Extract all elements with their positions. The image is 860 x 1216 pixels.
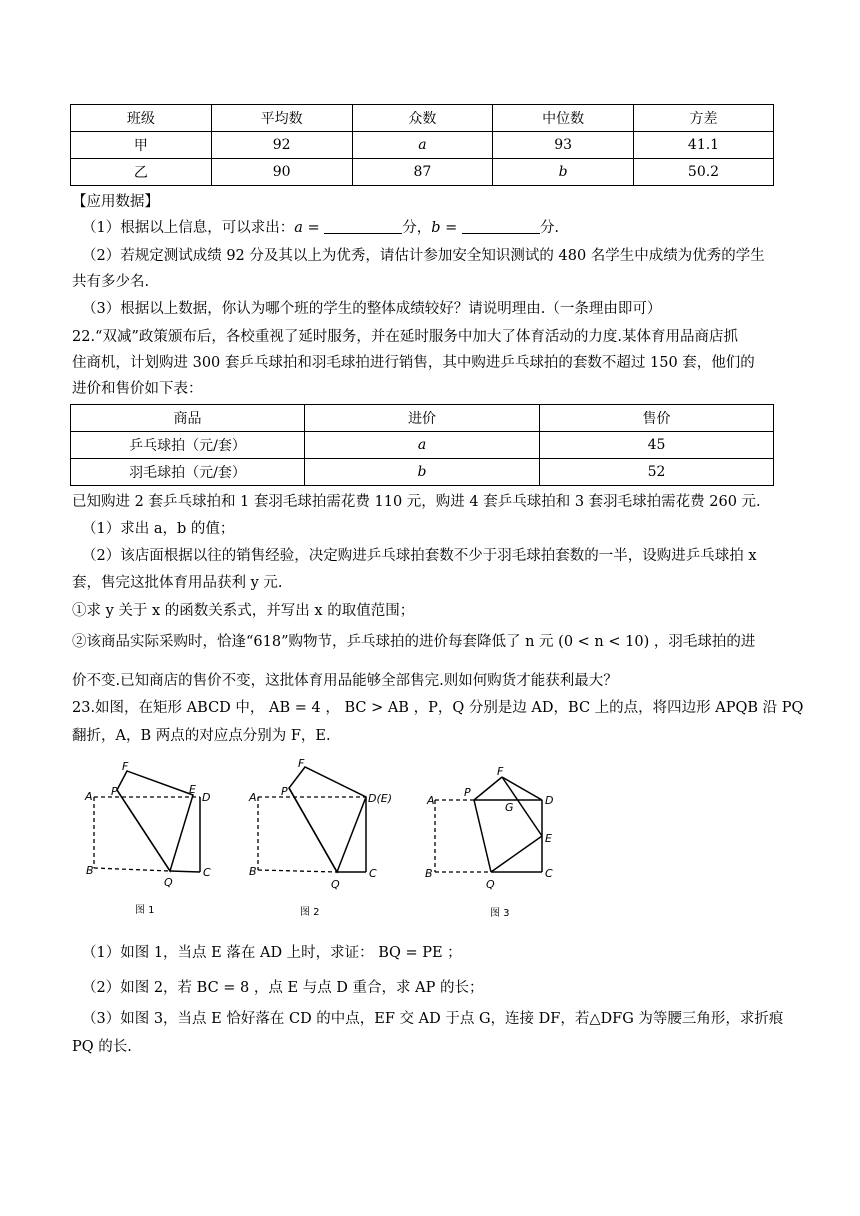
table-cell: 甲 [71,132,212,159]
q23-line2: 翻折，A，B 两点的对应点分别为 F，E. [72,728,331,744]
q22-part2-line1: （2）该店面根据以往的销售经验，决定购进乒乓球拍套数不少于羽毛球拍套数的一半，设购进乒乓球拍 x [82,548,757,564]
header-cell: 方差 [634,105,774,132]
q22-line2: 住商机，计划购进 300 套乒乓球拍和羽毛球拍进行销售，其中购进乒乓球拍的套数不超过 150 套，他们的 [72,355,755,371]
label-E: E [189,783,196,796]
q22-sub2-line1: ②该商品实际采购时，恰逢“618”购物节，乒乓球拍的进价每套降低了 n 元 (0 < n < 10) ，羽毛球拍的进 [72,634,756,650]
q23-part3-line2: PQ 的长. [72,1039,132,1055]
unit-text: 分， [402,220,432,236]
header-cell: 进价 [305,405,540,432]
section-title: 【应用数据】 [72,194,159,210]
label-C: C [203,866,211,879]
label-F: F [298,757,305,770]
q22-part2-line2: 套，售完这批体育用品获利 y 元. [72,575,283,591]
q22-part1: （1）求出 a，b 的值； [82,521,235,537]
label-P: P [464,786,471,799]
q23-part2: （2）如图 2，若 BC = 8 ，点 E 与点 D 重合，求 AP 的长； [82,980,484,996]
label-G: G [505,801,514,814]
label-E: E [545,832,552,845]
score-table [70,104,774,186]
table-row [71,159,774,186]
label-D: D [545,794,554,807]
header-cell: 平均数 [211,105,352,132]
figure-3-caption: 图 3 [490,908,510,919]
table-cell: 乙 [71,159,212,186]
label-C: C [369,867,377,880]
var-a: a [294,220,303,236]
price-table [70,404,774,486]
geometry-figures [0,750,860,935]
q22-sub2-line2: 价不变.已知商店的售价不变，这批体育用品能够全部售完.则如何购货才能获利最大？ [72,673,618,689]
label-F: F [122,760,129,773]
label-B: B [86,864,94,877]
label-P: P [111,785,118,798]
q21-part3: （3）根据以上数据，你认为哪个班的学生的整体成绩较好？请说明理由.（一条理由即可） [82,301,662,317]
label-F: F [497,765,504,778]
label-Q: Q [486,878,495,891]
table-cell: b [305,459,540,486]
unit-text: 分. [539,220,560,236]
table-cell: 45 [540,432,774,459]
answer-blank-a [324,219,402,234]
label-B: B [249,865,257,878]
table-header-row [71,405,774,432]
table-cell: 50.2 [634,159,774,186]
table-cell: a [305,432,540,459]
label-B: B [425,867,433,880]
figure-2-caption: 图 2 [300,907,320,918]
label-DE: D(E) [368,792,393,805]
figure-3 [425,765,553,919]
table-row [71,459,774,486]
q21-part1 [82,217,802,239]
label-Q: Q [331,878,340,891]
figure-1 [84,760,211,916]
table-header-row [71,105,774,132]
table-cell: b [493,159,634,186]
q23-part1: （1）如图 1，当点 E 落在 AD 上时，求证： BQ = PE ； [82,945,462,961]
header-cell: 班级 [71,105,212,132]
table-row [71,132,774,159]
header-cell: 商品 [71,405,305,432]
q23-part3-line1: （3）如图 3，当点 E 恰好落在 CD 的中点，EF 交 AD 于点 G，连接 DF，若△DFG 为等腰三角形，求折痕 [82,1011,784,1027]
table-cell: a [352,132,493,159]
q22-sub1: ①求 y 关于 x 的函数关系式，并写出 x 的取值范围； [72,603,415,619]
q23-line1: 23.如图，在矩形 ABCD 中， AB = 4 ， BC > AB ，P，Q 分别是边 AD，BC 上的点，将四边形 APQB 沿 PQ [72,700,804,716]
figure-2 [248,757,392,918]
label-A: A [85,790,93,803]
header-cell: 售价 [540,405,774,432]
label-C: C [545,867,553,880]
answer-blank-b [462,219,540,234]
header-cell: 众数 [352,105,493,132]
var-b: b [431,220,441,236]
q21-part2-line1: （2）若规定测试成绩 92 分及其以上为优秀，请估计参加安全知识测试的 480 名学生中成绩为优秀的学生 [82,248,765,264]
table-cell: 92 [211,132,352,159]
table-cell: 90 [211,159,352,186]
table-row [71,432,774,459]
table-cell: 41.1 [634,132,774,159]
table-cell: 乒乓球拍（元/套） [71,432,305,459]
figure-1-caption: 图 1 [135,905,155,916]
table-cell: 87 [352,159,493,186]
label-A: A [249,791,257,804]
table-cell: 93 [493,132,634,159]
table-cell: 52 [540,459,774,486]
q21-part2-line2: 共有多少名. [72,274,150,290]
label-Q: Q [164,876,173,889]
q21-part1-text: （1）根据以上信息，可以求出： [82,220,295,236]
equals-sign: = [302,220,325,236]
label-P: P [281,785,288,798]
label-A: A [427,794,435,807]
q22-line1: 22.“双减”政策颁布后，各校重视了延时服务，并在延时服务中加大了体育活动的力度.某体育用品商店抓 [72,329,738,345]
equals-sign: = [440,220,462,236]
header-cell: 中位数 [493,105,634,132]
q22-line3: 进价和售价如下表： [72,381,203,397]
label-D: D [202,791,211,804]
table-cell: 羽毛球拍（元/套） [71,459,305,486]
q22-line4: 已知购进 2 套乒乓球拍和 1 套羽毛球拍需花费 110 元，购进 4 套乒乓球拍和 3 套羽毛球拍需花费 260 元. [72,494,761,510]
